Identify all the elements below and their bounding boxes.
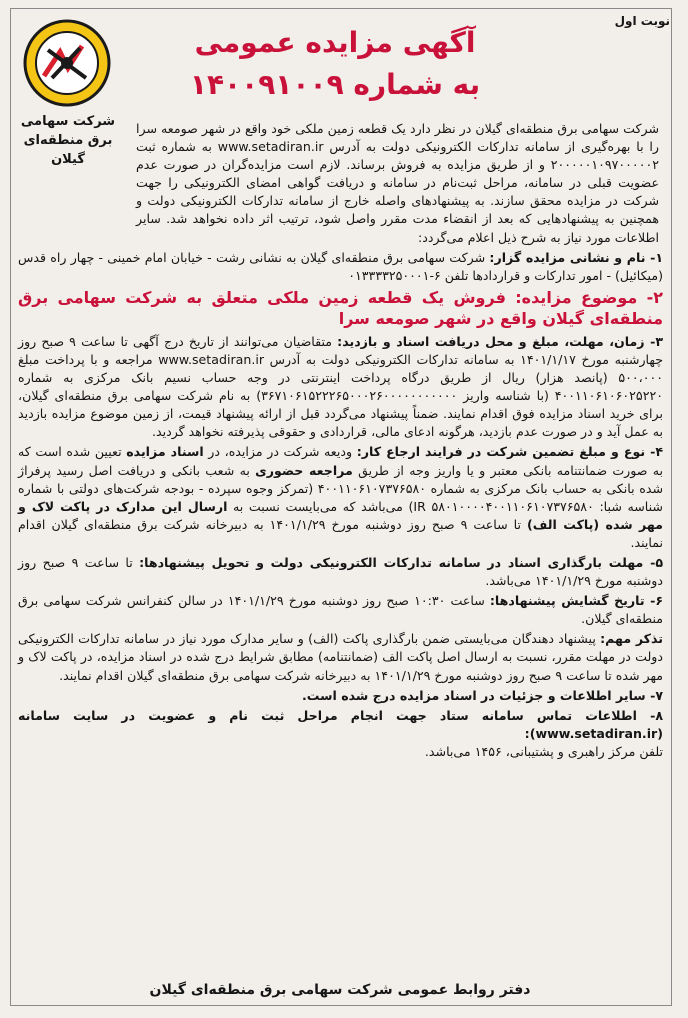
ad-body [18, 120, 663, 761]
company-logo-icon [22, 18, 112, 108]
section-3 [18, 333, 663, 442]
section-1-text: شرکت سهامی برق منطقه‌ای گیلان به نشانی رشت - خیابان امام خمینی - چهار راه قدس (میکائیل) - امور تدارکات و قراردادها تلفن ۶-۰۱۳۳۳۳۲۵۰۰۰۱ [18, 249, 663, 283]
section-4-heading: ۴- نوع و مبلغ تضمین شرکت در فرایند ارجاع کار: [356, 444, 663, 460]
section-4-bold: اسناد مزایده [126, 444, 204, 460]
company-name-line: برق منطقه‌ای [23, 133, 113, 148]
important-note [18, 630, 663, 684]
section-8-text: تلفن مرکز راهبری و پشتیبانی، ۱۴۵۶ می‌باشد. [424, 743, 663, 759]
section-4-text: ودیعه شرکت در مزایده، در [203, 444, 357, 460]
section-1 [18, 249, 663, 285]
section-5-text: تا ساعت ۹ صبح روز دوشنبه مورخ ۱۴۰۱/۱/۲۹ می‌باشد. [18, 554, 663, 589]
section-3-heading: ۳- زمان، مهلت، مبلغ و محل دریافت اسناد و بازدید: [337, 333, 663, 349]
section-4-bold: مراجعه حضوری [255, 462, 353, 478]
section-3-text: متقاضیان می‌توانند از تاریخ درج آگهی تا ساعت ۹ صبح روز چهارشنبه مورخ ۱۴۰۱/۱/۱۷ به سامانه تدارکات الکترونیکی دولت به آدرس www.setadiran.ir مراجعه و با پرداخت مبلغ ۵۰۰،۰۰۰ (پانصد هزار) ریال از طریق درگاه پرداخت اینترنتی در وجه حساب نسیم بانک مرکزی به شماره ۴۰۰۱۱۰۶۱۰۶۰۲۵۲۲۰ (با شناسه واریز ۳۶۷۱۰۶۱۵۲۲۲۶۵۰۰۰۲۶۰۰۰۰۰۰۰۰۰۰۰) به نام شرکت سهامی برق منطقه‌ای گیلان، برای خرید اسناد مزایده فوق اقدام نمایند. ضمناً پیشنهاد می‌گردد قبل از ارائه پیشنهاد قیمت، از زمین موضوع مزایده بازدید به عمل آید و در صورت عدم بازدید، هرگونه ادعای مالی، قراردادی و حقوقی پذیرفته نخواهد گردید. [18, 333, 663, 440]
section-6-text: ساعت ۱۰:۳۰ صبح روز دوشنبه مورخ ۱۴۰۱/۱/۲۹ در سالن کنفرانس شرکت سهامی برق منطقه‌ای گیلان. [18, 593, 663, 627]
section-1-heading: ۱- نام و نشانی مزایده گزار: [489, 249, 663, 265]
section-4-text: تعیین شده است که به صورت ضمانتنامه بانکی معتبر و یا واریز وجه از طریق [18, 444, 663, 478]
company-name-line: گیلان [51, 152, 85, 167]
intro-paragraph: شرکت سهامی برق منطقه‌ای گیلان در نظر دارد یک قطعه زمین ملکی خود واقع در شهر صومعه سرا را با بهره‌گیری از سامانه تدارکات الکترونیکی دولت به آدرس www.setadiran.ir به شماره ثبت ۲۰۰۰۰۰۱۰۹۷۰۰۰۰۰۲ و از طریق مزایده به فروش برساند. لازم است مزایده‌گران در صورت عدم عضویت قبلی در سامانه، مراحل ثبت‌نام در سامانه و دریافت گواهی امضای الکترونیکی را جهت شرکت در مزایده محقق سازند. به پیشنهادهای واصله خارج از سامانه تدارکات الکترونیکی دولت و همچنین به پیشنهادهایی که بعد از انقضاء مدت مقرر واصل شود، ترتیب اثر داده نخواهد شد. سایر اطلاعات مورد نیاز به شرح ذیل اعلام می‌گردد: [136, 121, 659, 245]
note-text: پیشنهاد دهندگان می‌بایستی ضمن بارگذاری پاکت (الف) و سایر مدارک مورد نیاز در سامانه تدارکات الکترونیکی دولت در مهلت مقرر، نسبت به ارسال اصل پاکت الف (ضمانتنامه) مطابق شرایط درج شده در اسناد مزایده، در پاکت لاک و مهر شده تا ساعت ۹ صبح روز دوشنبه مورخ ۱۴۰۱/۱/۲۹ به دبیرخانه شرکت سهامی برق منطقه‌ای گیلان اقدام نمایند. [18, 631, 663, 683]
section-7: ۷- سایر اطلاعات و جزئیات در اسناد مزایده درج شده است. [302, 687, 663, 703]
publication-round: نوبت اول [614, 14, 670, 28]
section-2-subject: ۲- موضوع مزایده: فروش یک قطعه زمین ملکی متعلق به شرکت سهامی برق منطقه‌ای گیلان واقع در شهر صومعه سرا [18, 287, 663, 328]
section-8 [18, 707, 663, 761]
section-4 [18, 443, 663, 552]
section-5-heading: ۵- مهلت بارگذاری اسناد در سامانه تدارکات الکترونیکی دولت و تحویل پیشنهادها: [139, 554, 664, 570]
section-8-heading: ۸- اطلاعات تماس سامانه ستاد جهت انجام مراحل ثبت نام و عضویت در سایت سامانه (www.setadiran.ir): [18, 707, 663, 741]
note-heading: تذکر مهم: [600, 631, 663, 647]
section-6 [18, 592, 663, 628]
section-4-text: به شعب بانکی و دریافت اصل رسید پرفراژ شده بانکی به حساب بانک مرکزی به شماره ۴۰۰۱۱۰۶۱۰۷۳۷۶۵۸۰ (تمرکز وجوه سپرده - بودجه شرکت‌های دولتی با شماره شناسه شبا: IR ۵۸۰۱۰۰۰۰۴۰۰۱۱۰۶۱۰۷۳۷۶۵۸۰) می‌باشد که می‌بایست نسبت به [18, 462, 663, 514]
section-4-bold: ارسال این مدارک در پاکت لاک و مهر شده (پاکت الف) [18, 498, 663, 532]
section-4-text: تا ساعت ۹ صبح روز دوشنبه مورخ ۱۴۰۱/۱/۲۹ به دبیرخانه شرکت برق منطقه‌ای گیلان اقدام نمایند. [18, 516, 663, 550]
footer-signature: دفتر روابط عمومی شرکت سهامی برق منطقه‌ای گیلان [149, 982, 531, 998]
ad-title: آگهی مزایده عمومی [194, 26, 476, 59]
section-5 [18, 554, 663, 590]
section-6-heading: ۶- تاریخ گشایش پیشنهادها: [489, 593, 663, 609]
company-name-line: شرکت سهامی [20, 114, 116, 129]
auction-number: به شماره ۱۴۰۰۹۱۰۰۹ [189, 68, 481, 101]
